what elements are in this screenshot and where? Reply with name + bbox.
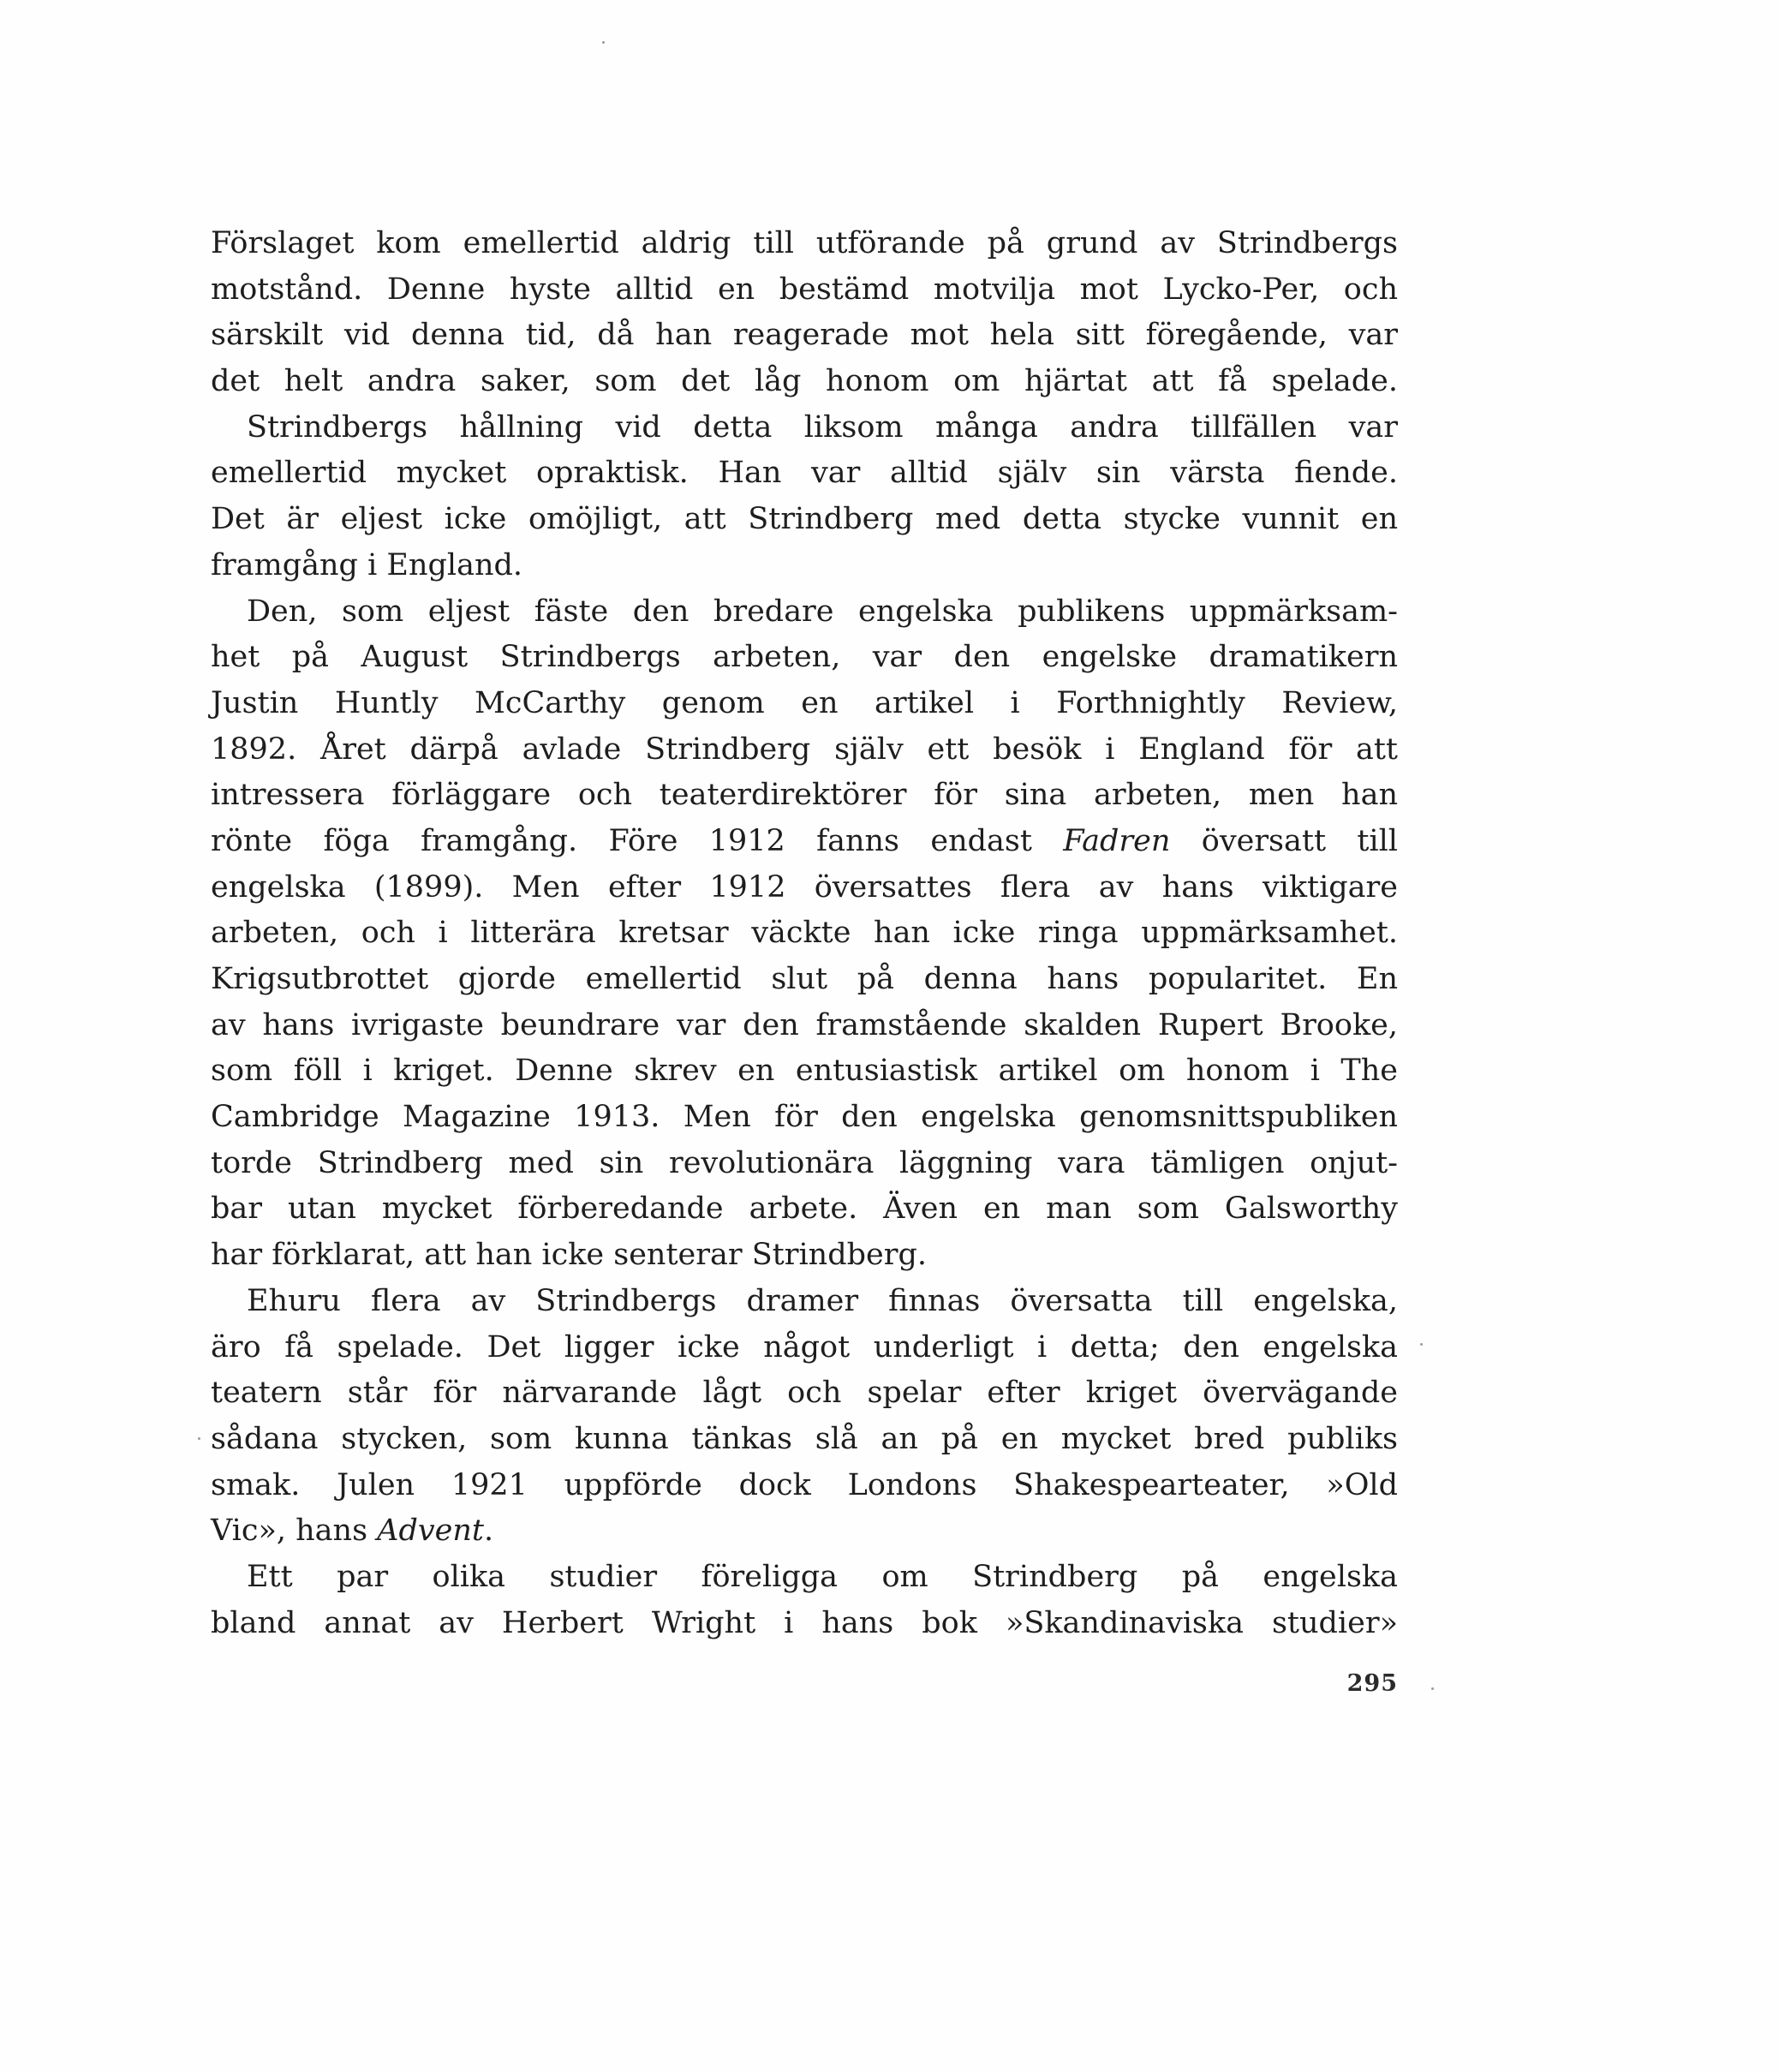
paper-speck bbox=[198, 1437, 200, 1440]
paper-speck bbox=[1431, 1687, 1434, 1690]
text-line: framgång i England. bbox=[211, 547, 523, 582]
text-line: engelska (1899). Men efter 1912 översattes flera av hans viktigare bbox=[211, 869, 1398, 905]
text-line: torde Strindberg med sin revolutionära läggning vara tämligen onjut- bbox=[211, 1145, 1398, 1180]
body-text bbox=[211, 221, 1398, 1646]
text-line: intressera förläggare och teaterdirektörer för sina arbeten, men han bbox=[211, 778, 1398, 813]
paragraph bbox=[211, 589, 1398, 1279]
text-line: det helt andra saker, som det låg honom om hjärtat att få spelade. bbox=[211, 364, 1398, 399]
text-line: Förslaget kom emellertid aldrig till utförande på grund av Strindbergs bbox=[211, 226, 1398, 260]
text-line: Ett par olika studier föreligga om Strindberg på engelska bbox=[247, 1559, 1398, 1594]
italic-title: Advent bbox=[377, 1514, 484, 1549]
text-line: Cambridge Magazine 1913. Men för den engelska genomsnittspubliken bbox=[211, 1100, 1398, 1135]
text-line: emellertid mycket opraktisk. Han var alltid själv sin värsta fiende. bbox=[211, 456, 1398, 491]
text-line: sådana stycken, som kunna tänkas slå an på en mycket bred publiks bbox=[211, 1421, 1398, 1456]
text-line: bar utan mycket förberedande arbete. Även en man som Galsworthy bbox=[211, 1191, 1398, 1227]
text-line: har förklarat, att han icke senterar Strindberg. bbox=[211, 1238, 927, 1273]
text-line: rönte föga framgång. Före 1912 fanns endast Fadren översatt till bbox=[211, 823, 1398, 858]
text-line: 1892. Året därpå avlade Strindberg själv ett besök i England för att bbox=[211, 731, 1398, 767]
text-line: Strindbergs hållning vid detta liksom många andra tillfällen var bbox=[247, 409, 1398, 445]
page-number: 295 bbox=[1346, 1670, 1398, 1697]
text-line: Den, som eljest fäste den bredare engelska publikens uppmärksam- bbox=[247, 594, 1398, 629]
paragraph bbox=[211, 1279, 1398, 1555]
paper-speck bbox=[1420, 1343, 1423, 1346]
italic-title: Fadren bbox=[1063, 823, 1171, 858]
text-line: arbeten, och i litterära kretsar väckte han icke ringa uppmärksamhet. bbox=[211, 916, 1398, 951]
text-line: het på August Strindbergs arbeten, var den engelske dramatikern bbox=[211, 640, 1398, 675]
text-line: teatern står för närvarande lågt och spelar efter kriget övervägande bbox=[211, 1376, 1398, 1411]
text-line: Krigsutbrottet gjorde emellertid slut på denna hans popularitet. En bbox=[211, 962, 1398, 996]
text-line: av hans ivrigaste beundrare var den framstående skalden Rupert Brooke, bbox=[211, 1007, 1398, 1042]
text-line: motstånd. Denne hyste alltid en bestämd motvilja mot Lycko-Per, och bbox=[211, 272, 1398, 307]
text-line: Justin Huntly McCarthy genom en artikel i Forthnightly Review, bbox=[211, 685, 1398, 720]
paper-speck bbox=[602, 41, 605, 44]
text-line: som föll i kriget. Denne skrev en entusiastisk artikel om honom i The bbox=[211, 1054, 1398, 1089]
paragraph bbox=[211, 1555, 1398, 1646]
text-line: Vic», hans Advent. bbox=[211, 1514, 494, 1549]
paragraph bbox=[211, 221, 1398, 589]
text-line: smak. Julen 1921 uppförde dock Londons Shakespearteater, »Old bbox=[211, 1467, 1398, 1502]
text-line: Det är eljest icke omöjligt, att Strindberg med detta stycke vunnit en bbox=[211, 502, 1398, 537]
text-line: bland annat av Herbert Wright i hans bok »Skandinaviska studier» bbox=[211, 1605, 1398, 1640]
text-line: äro få spelade. Det ligger icke något underligt i detta; den engelska bbox=[211, 1329, 1398, 1364]
text-line: Ehuru flera av Strindbergs dramer finnas översatta till engelska, bbox=[247, 1283, 1398, 1318]
text-line: särskilt vid denna tid, då han reagerade mot hela sitt föregående, var bbox=[211, 318, 1398, 353]
